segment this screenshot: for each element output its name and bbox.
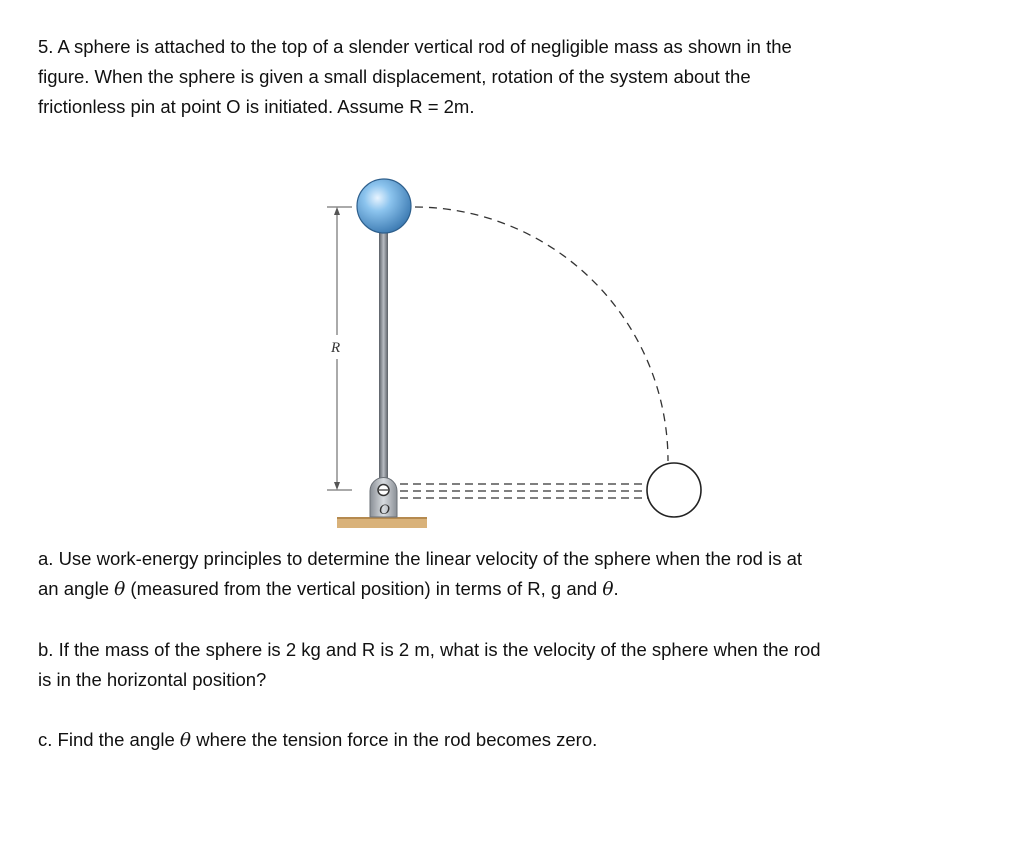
part-b-question: [38, 635, 821, 695]
sphere-horizontal-position: [647, 463, 701, 517]
pendulum-figure: [300, 165, 730, 535]
swing-path-arc: [415, 207, 668, 461]
part-c-question: [38, 725, 597, 756]
problem-line-1: 5. A sphere is attached to the top of a slender vertical rod of negligible mass as shown in the: [38, 36, 792, 57]
theta-symbol: θ: [114, 579, 126, 600]
part-c-line-1: [38, 725, 597, 756]
label-o: O: [379, 502, 390, 518]
label-r: R: [331, 340, 341, 356]
part-a-line-2: [38, 574, 802, 605]
part-b-line-2: is in the horizontal position?: [38, 669, 267, 690]
dimension-arrow-bottom: [334, 482, 340, 490]
dimension-arrow-top: [334, 207, 340, 215]
problem-line-3: frictionless pin at point O is initiated. Assume R = 2m.: [38, 96, 475, 117]
rod: [379, 225, 388, 487]
problem-statement: [38, 32, 792, 122]
theta-symbol: θ: [179, 730, 192, 751]
part-a-line-2-end: .: [613, 578, 619, 599]
part-c-end: where the tension force in the rod becomes zero.: [191, 729, 598, 750]
part-c-start: c. Find the angle: [38, 729, 180, 750]
part-a-line-2-middle: (measured from the vertical position) in terms of R, g and: [125, 578, 603, 599]
part-a-line-2-start: an angle: [38, 578, 115, 599]
problem-line-2: figure. When the sphere is given a small displacement, rotation of the system about the: [38, 66, 751, 87]
sphere: [357, 179, 411, 233]
ground-block: [337, 519, 427, 528]
part-a-question: [38, 544, 802, 605]
part-a-line-1: a. Use work-energy principles to determine the linear velocity of the sphere when the rod is at: [38, 548, 803, 569]
part-b-line-1: b. If the mass of the sphere is 2 kg and R is 2 m, what is the velocity of the sphere when the rod: [38, 639, 821, 660]
theta-symbol: θ: [602, 579, 614, 600]
